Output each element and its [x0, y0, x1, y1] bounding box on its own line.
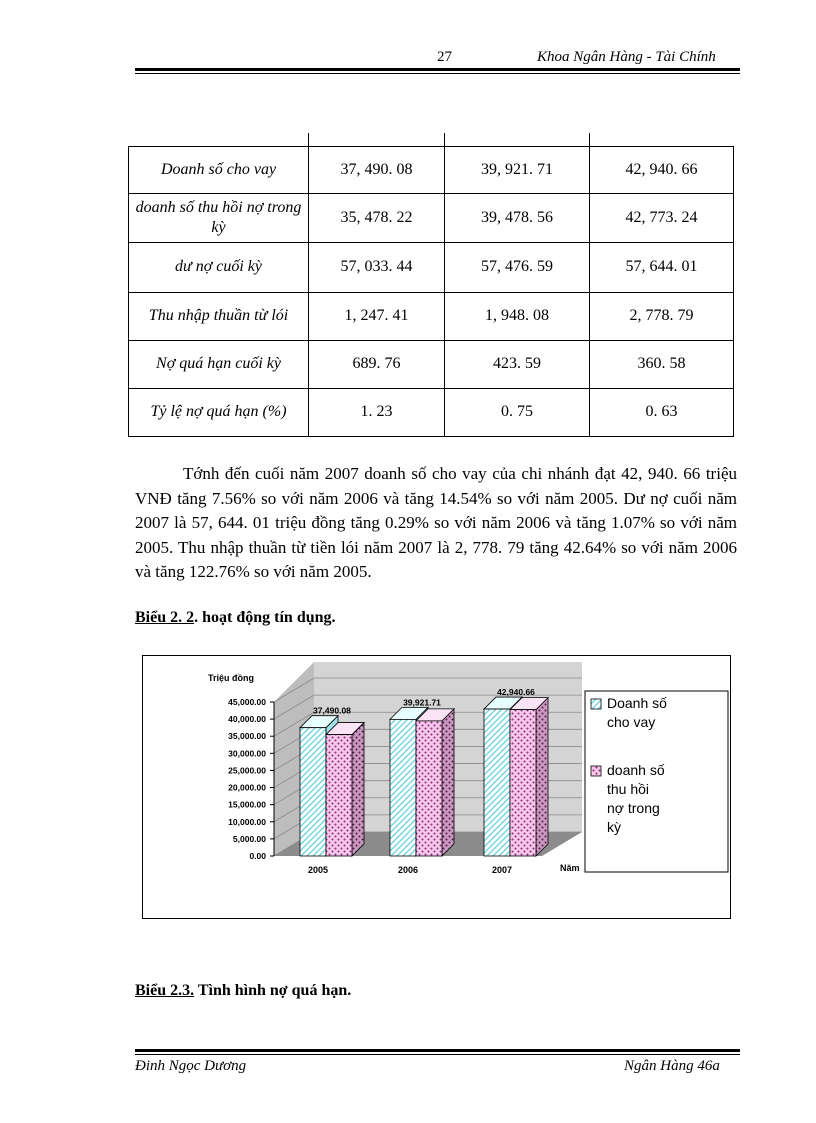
cell-2006: 39, 478. 56: [445, 193, 590, 242]
footer-rule-thin: [135, 1054, 740, 1055]
cell-2005: 57, 033. 44: [309, 242, 445, 292]
y-axis-ticks: [228, 697, 274, 861]
row-label: Doanh số cho vay: [129, 146, 309, 193]
chart-legend: [585, 691, 728, 872]
x-axis-title: Năm: [560, 863, 580, 873]
legend-label-loans: Doanh số cho vay: [607, 695, 667, 730]
table-row: [129, 193, 734, 242]
row-label: Nợ quá hạn cuối kỳ: [129, 340, 309, 388]
y-tick-label: 15,000.00: [228, 799, 266, 810]
caption-label: Biểu 2. 2: [135, 609, 195, 626]
y-tick-label: 5,000.00: [232, 833, 266, 844]
bar-recovery-2006: [416, 709, 454, 856]
cell-2007: 2, 778. 79: [590, 292, 734, 340]
x-tick-label: 2006: [397, 865, 419, 875]
legend-label-recovery: doanh số thu hồi nợ trong kỳ: [607, 762, 665, 835]
cell-2007: 0. 63: [590, 388, 734, 436]
y-tick-label: 45,000.00: [228, 697, 266, 707]
y-tick-label: 25,000.00: [228, 765, 266, 776]
table-row: [129, 292, 734, 340]
table-row: [129, 340, 734, 388]
table-cell-continued: [309, 133, 445, 146]
y-tick-label: 10,000.00: [228, 816, 266, 827]
chart-caption-overdue: [135, 982, 351, 1000]
y-tick-label: 0.00: [249, 851, 266, 861]
bar-loans-front: [300, 728, 326, 856]
footer-author: Đinh Ngọc Dương: [135, 1058, 247, 1074]
page-number: 27: [437, 49, 452, 65]
cell-2007: 42, 940. 66: [590, 146, 734, 193]
cell-2007: 57, 644. 01: [590, 242, 734, 292]
bar-recovery-front: [416, 721, 442, 856]
legend-swatch-recovery: [591, 766, 601, 776]
x-axis-ticks: [308, 865, 512, 875]
row-label: doanh số thu hồi nợ trong kỳ: [129, 193, 309, 242]
data-label: 42,940.66: [497, 687, 535, 698]
cell-2007: 42, 773. 24: [590, 193, 734, 242]
table-row: [129, 242, 734, 292]
cell-2006: 0. 75: [445, 388, 590, 436]
y-axis-title: Triệu đồng: [208, 673, 254, 683]
table-cell-continued: [590, 133, 734, 146]
credit-activity-table: [128, 133, 734, 437]
header-rule: [135, 68, 740, 71]
table-row: [129, 146, 734, 193]
credit-activity-chart: [142, 655, 731, 919]
bar-recovery-2007: [510, 698, 548, 856]
table-cell-continued: [445, 133, 590, 146]
data-label: 37,490.08: [313, 705, 351, 716]
legend-swatch-loans: [591, 699, 601, 709]
cell-2005: 1, 247. 41: [309, 292, 445, 340]
x-tick-label: 2007: [491, 865, 513, 875]
chart-bars: [300, 697, 548, 856]
bar-recovery-front: [510, 710, 536, 856]
caption-text: . hoạt động tín dụng.: [194, 609, 336, 626]
bar-loans-front: [484, 709, 510, 856]
row-label: dư nợ cuối kỳ: [129, 242, 309, 292]
caption-label: Biểu 2.3.: [135, 982, 195, 999]
cell-2005: 37, 490. 08: [309, 146, 445, 193]
bar-recovery-side: [442, 709, 454, 856]
cell-2006: 423. 59: [445, 340, 590, 388]
caption-text: Tình hình nợ quá hạn.: [194, 982, 352, 999]
data-label: 39,921.71: [403, 697, 441, 708]
cell-2006: 39, 921. 71: [445, 146, 590, 193]
table-cell-continued: [129, 133, 309, 146]
bar-recovery-side: [352, 723, 364, 856]
cell-2007: 360. 58: [590, 340, 734, 388]
header-department: Khoa Ngân Hàng - Tài Chính: [537, 49, 716, 65]
bar-recovery-front: [326, 735, 352, 856]
cell-2006: 57, 476. 59: [445, 242, 590, 292]
bar-loans-front: [390, 719, 416, 856]
cell-2005: 35, 478. 22: [309, 193, 445, 242]
footer-class: Ngân Hàng 46a: [624, 1058, 720, 1074]
y-tick-label: 30,000.00: [228, 748, 266, 759]
x-tick-label: 2005: [307, 865, 329, 875]
y-tick-label: 35,000.00: [228, 731, 266, 742]
row-label: Tỷ lệ nợ quá hạn (%): [129, 388, 309, 436]
cell-2006: 1, 948. 08: [445, 292, 590, 340]
bar-recovery-side: [536, 698, 548, 856]
footer-rule: [135, 1049, 740, 1052]
cell-2005: 689. 76: [309, 340, 445, 388]
y-tick-label: 20,000.00: [228, 782, 266, 793]
chart-caption: [135, 609, 336, 627]
body-paragraph: Tớnh đến cuối năm 2007 doanh số cho vay của chi nhánh đạt 42, 940. 66 triệu VNĐ tăng 7.56% so với năm 2006 và tăng 14.54% so với năm 2005. Dư nợ cuối năm 2007 là 57, 644. 01 triệu đồng tăng 0.29% so với năm 2006 và tăng 1.07% so với năm 2005. Thu nhập thuần từ tiền lói năm 2007 là 2, 778. 79 tăng 42.64% so với năm 2006 và tăng 122.76% so với năm 2005.: [135, 464, 737, 581]
cell-2005: 1. 23: [309, 388, 445, 436]
table-row: [129, 388, 734, 436]
bar-recovery-2005: [326, 723, 364, 856]
y-tick-label: 40,000.00: [228, 714, 266, 725]
row-label: Thu nhập thuần từ lói: [129, 292, 309, 340]
header-rule-thin: [135, 73, 740, 74]
